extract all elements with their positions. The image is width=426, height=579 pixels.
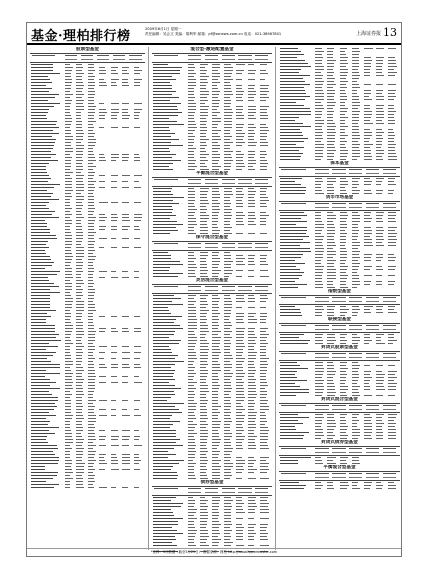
section-title: 灵活混合型基金 bbox=[195, 278, 229, 283]
table-header bbox=[152, 241, 272, 251]
table-header bbox=[279, 471, 400, 481]
fund-table bbox=[279, 361, 400, 397]
newspaper-page bbox=[26, 22, 402, 557]
table-header bbox=[152, 486, 272, 496]
table-header bbox=[279, 201, 400, 211]
table-header bbox=[279, 351, 400, 361]
table-header bbox=[30, 53, 145, 63]
fund-table bbox=[279, 177, 400, 195]
fund-table bbox=[152, 63, 272, 171]
section-title: 保本基金 bbox=[330, 161, 349, 166]
column-2 bbox=[152, 47, 272, 554]
column-divider bbox=[148, 47, 149, 550]
column-3 bbox=[279, 47, 400, 554]
section-title: 封闭式股票型基金 bbox=[321, 345, 358, 350]
table-header bbox=[152, 284, 272, 294]
section-title: 封闭式债券型基金 bbox=[321, 440, 358, 445]
fund-table bbox=[30, 63, 145, 489]
editor-contact: 责任编辑：吴会文 美编：胡利军 邮箱：pf@ssnews.com.cn 电话：021-38967801 bbox=[145, 32, 282, 36]
section-title: 指数型基金 bbox=[328, 289, 351, 294]
page-footer: *注释：5月数据（截至5月29日） 数据来源：理柏 http://www.lippermaster.com bbox=[27, 548, 401, 556]
column-1 bbox=[30, 47, 145, 554]
masthead bbox=[27, 23, 401, 45]
section-title: 债券型基金 bbox=[200, 480, 224, 485]
fund-table bbox=[279, 211, 400, 289]
table-header bbox=[279, 446, 400, 456]
issue-date: 2009年6月1日 星期一 bbox=[145, 27, 182, 31]
issue-info bbox=[145, 27, 281, 37]
section-title: 联接型基金 bbox=[328, 317, 351, 322]
section-title: 混合型-激进配置基金 bbox=[190, 47, 234, 52]
table-header bbox=[279, 403, 400, 413]
fund-table bbox=[152, 496, 272, 554]
page-title: 基金·理柏排行榜 bbox=[31, 29, 131, 44]
section-title: 货币市场基金 bbox=[325, 195, 354, 200]
column-divider bbox=[275, 47, 276, 550]
table-header bbox=[152, 53, 272, 63]
section-title: 保守混合型基金 bbox=[195, 235, 229, 240]
fund-table bbox=[279, 456, 400, 465]
newspaper-name: 上海证券报 bbox=[355, 31, 381, 37]
section-title: 平衡混合型基金 bbox=[323, 465, 356, 470]
fund-table bbox=[152, 251, 272, 278]
table-header bbox=[279, 295, 400, 305]
fund-table bbox=[279, 333, 400, 345]
section-title: 平衡混合型基金 bbox=[195, 171, 229, 176]
table-header bbox=[279, 167, 400, 177]
fund-table bbox=[152, 187, 272, 235]
section-title: 封闭式混合型基金 bbox=[321, 397, 358, 402]
table-header bbox=[152, 177, 272, 187]
page-number: 13 bbox=[383, 26, 397, 39]
fund-table bbox=[279, 305, 400, 317]
fund-table bbox=[279, 481, 400, 490]
section-title: 股票型基金 bbox=[76, 47, 99, 52]
table-header bbox=[279, 323, 400, 333]
fund-table bbox=[279, 47, 400, 161]
fund-table bbox=[279, 413, 400, 440]
fund-table bbox=[152, 294, 272, 480]
